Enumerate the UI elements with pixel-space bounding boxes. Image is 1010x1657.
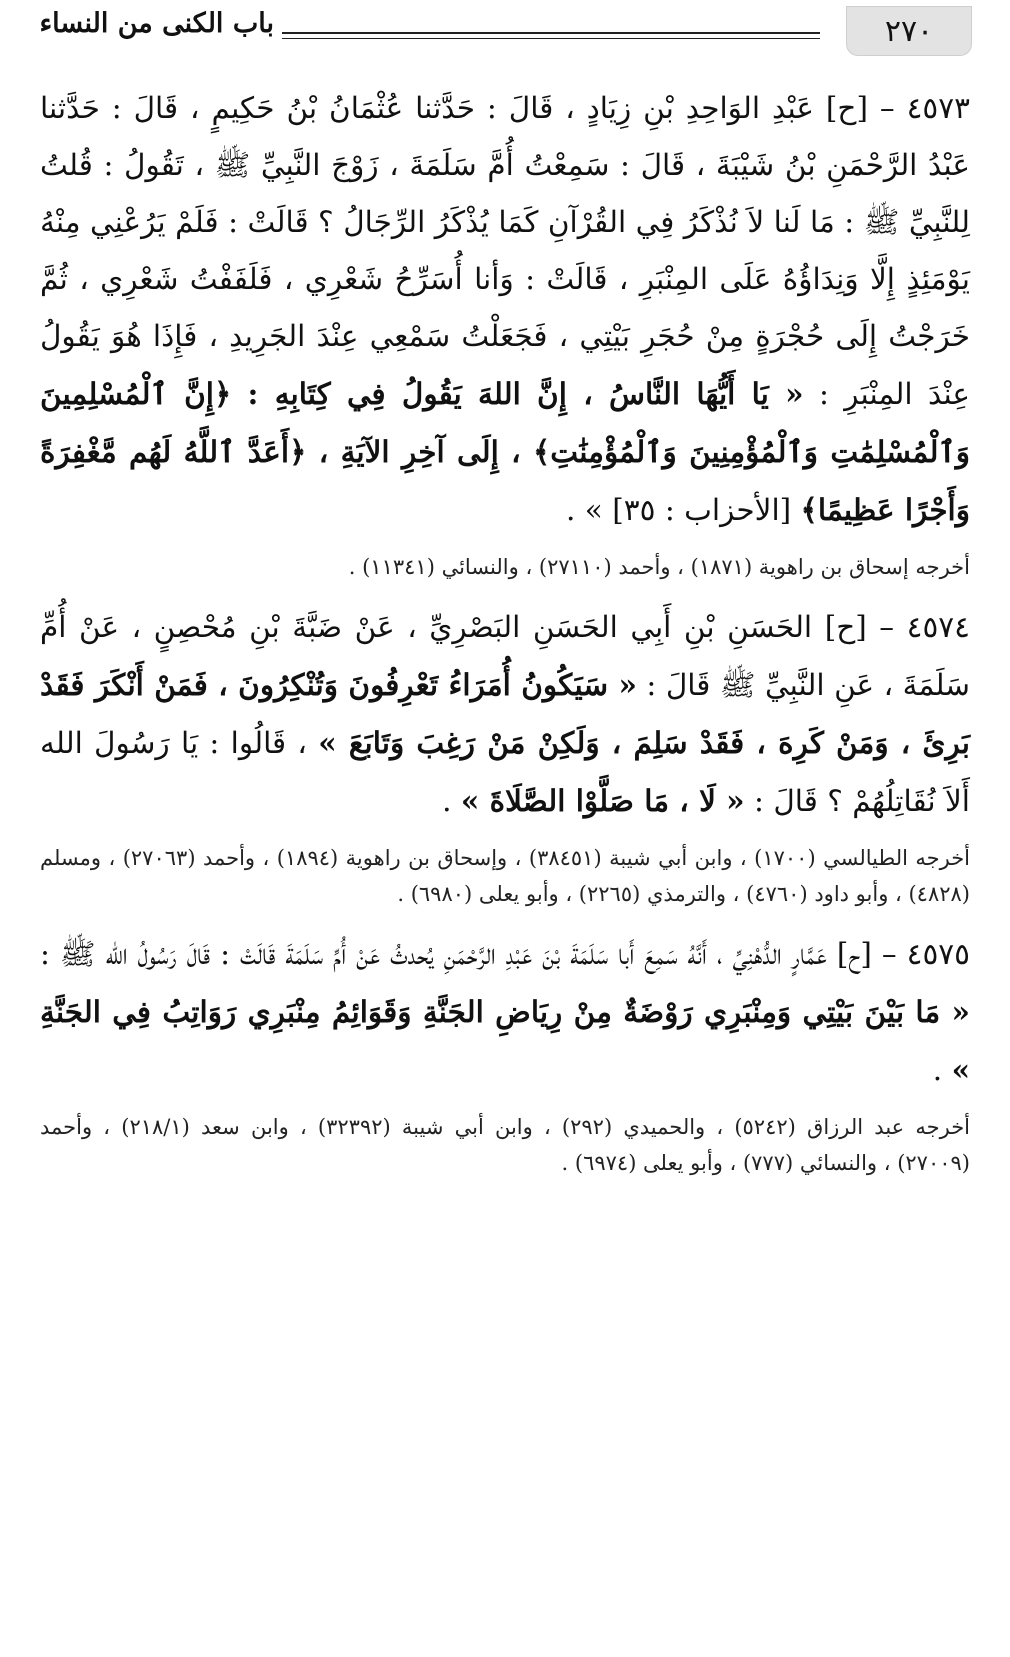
hadith-4574 <box>40 599 970 912</box>
hadith-reference: أخرجه إسحاق بن راهوية (١٨٧١) ، وأحمد (٢٧١١٠) ، والنسائي (١١٣٤١) . <box>348 555 970 579</box>
hadith-marker: [ح] <box>824 610 867 644</box>
hadith-quote-2: « لَا ، مَا صَلَّوْا الصَّلَاةَ » <box>460 783 745 818</box>
hadith-reference: أخرجه الطيالسي (١٧٠٠) ، وابن أبي شيبة (٣٨٤٥١) ، وإسحاق بن راهوية (١٨٩٤) ، وأحمد (٢٧٠٦٣) ، ومسلم (٤٨٢٨) ، وأبو داود (٤٧٦٠) ، والترمذي (٢٢٦٥) ، وأبو يعلى (٦٩٨٠) . <box>40 846 971 906</box>
hadith-narration: عَمَّارٍ الدُّهْنِيِّ ، أَنَّهُ سَمِعَ أَبا سَلَمَةَ بْنَ عَبْدِ الرَّحْمَنِ يُحدثُ عَنْ أُمِّ سَلَمَةَ قَالَتْ : قَالَ رَسُولُ الله ﷺ : <box>40 937 827 971</box>
page-body <box>40 80 970 1195</box>
hadith-reference: أخرجه عبد الرزاق (٥٢٤٢) ، والحميدي (٢٩٢) ، وابن أبي شيبة (٣٢٣٩٢) ، وابن سعد (٢١٨/١) ، وأحمد (٢٧٠٠٩) ، والنسائي (٧٧٧) ، وأبو يعلى (٦٩٧٤) . <box>40 1115 971 1175</box>
hadith-quote: « سَيَكُونُ أُمَرَاءُ تَعْرِفُونَ وَتُنْكِرُونَ ، فَمَنْ أَنْكَرَ فَقَدْ بَرِئَ ، وَمَنْ كَرِهَ ، فَقَدْ سَلِمَ ، وَلَكِنْ مَنْ رَغِبَ وَتَابَعَ » <box>40 667 970 760</box>
chapter-title: باب الكنى من النساء <box>39 8 274 39</box>
hadith-narration: عَبْدِ الوَاحِدِ بْنِ زِيَادٍ ، قَالَ : حَدَّثنا عُثْمَانُ بْنُ حَكِيمٍ ، قَالَ : حَدَّثنا عَبْدُ الرَّحْمَنِ بْنُ شَيْبَةَ ، قَالَ : سَمِعْتُ أُمَّ سَلَمَةَ ، زَوْجَ النَّبِيِّ ﷺ ، تَقُولُ : قُلتُ لِلنَّبِيِّ ﷺ : مَا لَنا لاَ نُذْكَرُ فِي القُرْآنِ كَمَا يُذْكَرُ الرِّجَالُ ؟ قَالَتْ : فَلَمْ يَرُعْنِي مِنْهُ يَوْمَئِذٍ إِلَّا وَنِدَاؤُهُ عَلَى المِنْبَرِ ، قَالَتْ : وَأنا أُسَرِّحُ شَعْرِي ، فَلَفَفْتُ شَعْرِي ، ثُمَّ خَرَجْتُ إِلَى حُجْرَةٍ مِنْ حُجَرِ بَيْتِي ، فَجَعَلْتُ سَمْعِي عِنْدَ الجَرِيدِ ، فَإِذَا هُوَ يَقُولُ عِنْدَ المِنْبَرِ : <box>40 91 970 411</box>
hadith-number: ٤٥٧٥ <box>906 937 970 971</box>
header-rule-thin <box>282 38 820 39</box>
page-number: ٢٧٠ <box>846 6 972 56</box>
page-header <box>0 0 1010 62</box>
hadith-4573 <box>40 80 970 585</box>
hadith-text: ٤٥٧٤ – [ح] الحَسَنِ بْنِ أَبِي الحَسَنِ البَصْرِيِّ ، عَنْ ضَبَّةَ بْنِ مُحْصِنٍ ، عَنْ أُمِّ سَلَمَةَ ، عَنِ النَّبِيِّ ﷺ قَالَ : « سَيَكُونُ أُمَرَاءُ تَعْرِفُونَ وَتُنْكِرُونَ ، فَمَنْ أَنْكَرَ فَقَدْ بَرِئَ ، وَمَنْ كَرِهَ ، فَقَدْ سَلِمَ ، وَلَكِنْ مَنْ رَغِبَ وَتَابَعَ » ، قَالُوا : يَا رَسُولَ الله أَلاَ نُقَاتِلُهُمْ ؟ قَالَ : « لَا ، مَا صَلَّوْا الصَّلَاةَ » . <box>40 610 970 818</box>
hadith-narration: الحَسَنِ بْنِ أَبِي الحَسَنِ البَصْرِيِّ ، عَنْ ضَبَّةَ بْنِ مُحْصِنٍ ، عَنْ أُمِّ سَلَمَةَ ، عَنِ النَّبِيِّ ﷺ قَالَ : <box>40 610 970 702</box>
hadith-quote: « مَا بَيْنَ بَيْتِي وَمِنْبَرِي رَوْضَةٌ مِنْ رِيَاضِ الجَنَّةِ وَقَوَائِمُ مِنْبَرِي رَوَاتِبُ فِي الجَنَّةِ » <box>40 994 970 1087</box>
hadith-marker: [ح] <box>836 937 872 971</box>
hadith-narration-mid: ، قَالُوا : يَا رَسُولَ الله أَلاَ نُقَاتِلُهُمْ ؟ قَالَ : <box>40 726 970 818</box>
hadith-text: ٤٥٧٥ – [ح] عَمَّارٍ الدُّهْنِيِّ ، أَنَّهُ سَمِعَ أَبا سَلَمَةَ بْنَ عَبْدِ الرَّحْمَنِ يُحدثُ عَنْ أُمِّ سَلَمَةَ قَالَتْ : قَالَ رَسُولُ الله ﷺ : « مَا بَيْنَ بَيْتِي وَمِنْبَرِي رَوْضَةٌ مِنْ رِيَاضِ الجَنَّةِ وَقَوَائِمُ مِنْبَرِي رَوَاتِبُ فِي الجَنَّةِ » . <box>40 937 970 1087</box>
header-rule <box>282 32 820 34</box>
hadith-narration-end: . <box>442 784 452 818</box>
hadith-quote: « يَا أَيُّهَا النَّاسُ ، إِنَّ اللهَ يَقُولُ فِي كِتَابِهِ : ﴿إِنَّ ٱلْمُسْلِمِينَ وَٱلْمُسْلِمَٰتِ وَٱلْمُؤْمِنِينَ وَٱلْمُؤْمِنَٰتِ﴾ ، إِلَى آخِرِ الآيَةِ ، ﴿أَعَدَّ ٱللَّهُ لَهُم مَّغْفِرَةً وَأَجْرًا عَظِيمًا﴾ <box>40 376 970 527</box>
hadith-number: ٤٥٧٤ <box>906 610 970 644</box>
hadith-narration-end: . <box>932 1053 943 1087</box>
hadith-4575 <box>40 926 970 1181</box>
hadith-narration-end: [الأحزاب : ٣٥] » . <box>566 493 792 527</box>
hadith-marker: [ح] <box>825 91 868 125</box>
hadith-text: ٤٥٧٣ – [ح] عَبْدِ الوَاحِدِ بْنِ زِيَادٍ ، قَالَ : حَدَّثنا عُثْمَانُ بْنُ حَكِيمٍ ، قَالَ : حَدَّثنا عَبْدُ الرَّحْمَنِ بْنُ شَيْبَةَ ، قَالَ : سَمِعْتُ أُمَّ سَلَمَةَ ، زَوْجَ النَّبِيِّ ﷺ ، تَقُولُ : قُلتُ لِلنَّبِيِّ ﷺ : مَا لَنا لاَ نُذْكَرُ فِي القُرْآنِ كَمَا يُذْكَرُ الرِّجَالُ ؟ قَالَتْ : فَلَمْ يَرُعْنِي مِنْهُ يَوْمَئِذٍ إِلَّا وَنِدَاؤُهُ عَلَى المِنْبَرِ ، قَالَتْ : وَأنا أُسَرِّحُ شَعْرِي ، فَلَفَفْتُ شَعْرِي ، ثُمَّ خَرَجْتُ إِلَى حُجْرَةٍ مِنْ حُجَرِ بَيْتِي ، فَجَعَلْتُ سَمْعِي عِنْدَ الجَرِيدِ ، فَإِذَا هُوَ يَقُولُ عِنْدَ المِنْبَرِ : « يَا أَيُّهَا النَّاسُ ، إِنَّ اللهَ يَقُولُ فِي كِتَابِهِ : ﴿إِنَّ ٱلْمُسْلِمِينَ وَٱلْمُسْلِمَٰتِ وَٱلْمُؤْمِنِينَ وَٱلْمُؤْمِنَٰتِ﴾ ، إِلَى آخِرِ الآيَةِ ، ﴿أَعَدَّ ٱللَّهُ لَهُم مَّغْفِرَةً وَأَجْرًا عَظِيمًا﴾ [الأحزاب : ٣٥] » . <box>40 91 970 527</box>
hadith-number: ٤٥٧٣ <box>906 91 970 125</box>
